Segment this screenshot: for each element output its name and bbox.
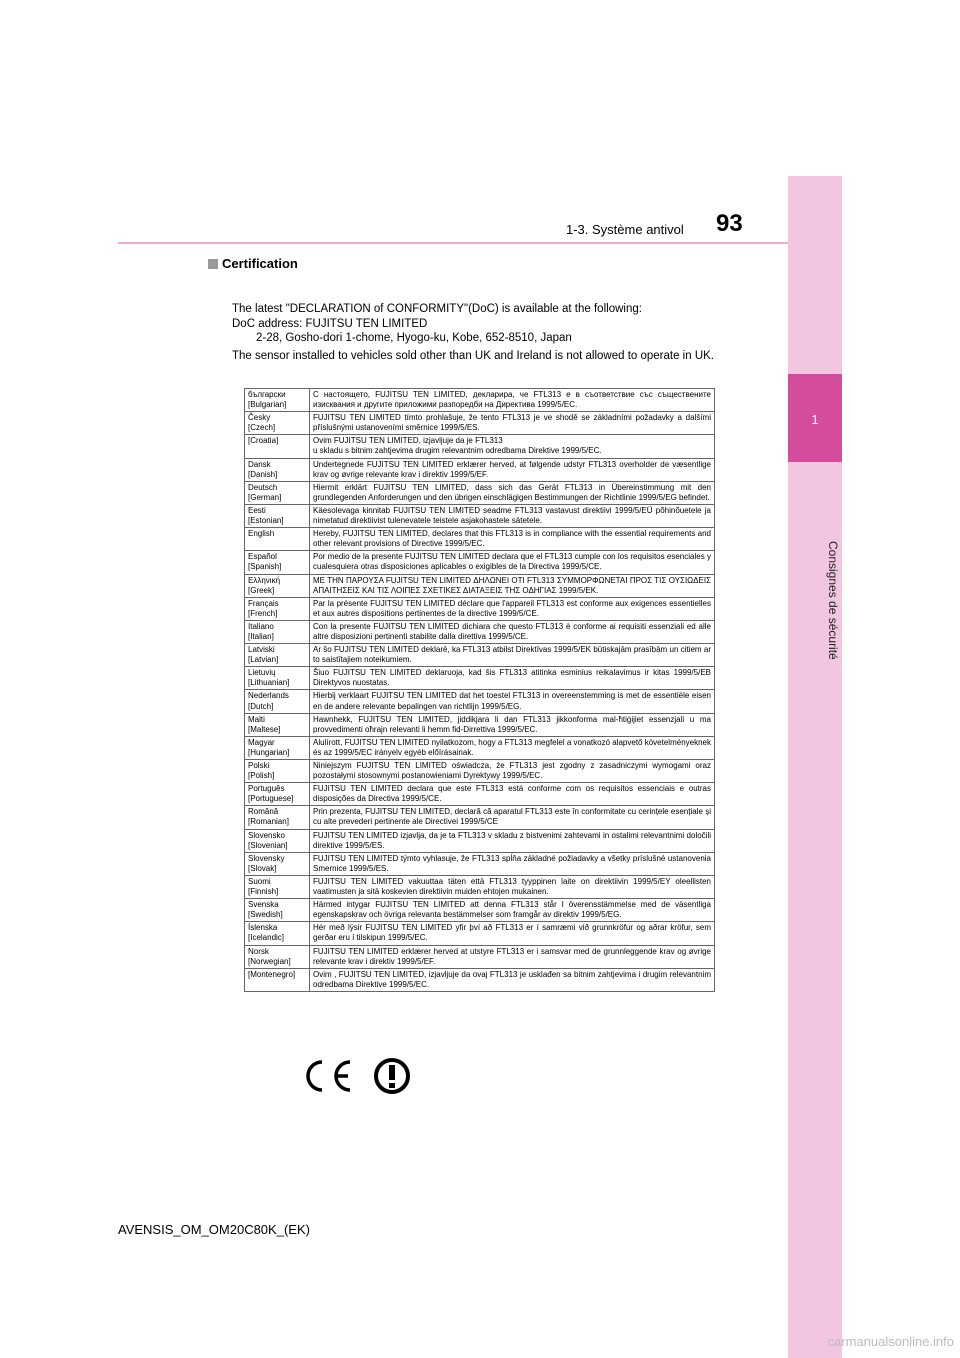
page-number: 93 (716, 210, 743, 237)
declaration-language: Magyar [Hungarian] (245, 736, 310, 759)
chapter-number: 1 (811, 412, 819, 427)
declaration-language: Suomi [Finnish] (245, 875, 310, 898)
declaration-row (245, 736, 715, 759)
intro-line: DoC address: FUJITSU TEN LIMITED (232, 317, 428, 330)
declaration-text: ΜΕ ΤΗΝ ΠΑΡΟΥΣΑ FUJITSU TEN LIMITED ΔΗΛΩΝΕΙ ΟΤΙ FTL313 ΣΥΜΜΟΡΦΩΝΕΤΑΙ ΠΡΟΣ ΤΙΣ ΟΥΣΙΩΔΕΙΣ ΑΠΑΙΤΗΣΕΙΣ ΚΑΙ ΤΙΣ ΛΟΙΠΕΣ ΣΧΕΤΙΚΕΣ ΔΙΑΤΑΞΕΙΣ ΤΗΣ ΟΔΗΓΙΑΣ 1999/5/ΕΚ. (310, 574, 715, 597)
declaration-language: Español [Spanish] (245, 551, 310, 574)
declaration-row (245, 690, 715, 713)
declaration-row (245, 667, 715, 690)
declaration-text: Käesolevaga kinnitab FUJITSU TEN LIMITED seadme FTL313 vastavust direktiivi 1999/5/EÜ põhinõuetele ja nimetatud direktiivist tulenevatele teistele asjakohastele sätetele. (310, 504, 715, 527)
footer-code: AVENSIS_OM_OM20C80K_(EK) (118, 1222, 310, 1237)
chapter-sidebar (788, 176, 842, 1358)
declaration-language: Íslenska [Icelandic] (245, 922, 310, 945)
uk-notice: The sensor installed to vehicles sold other than UK and Ireland is not allowed to operate in UK. (232, 350, 715, 362)
declaration-language: [Croatia] (245, 435, 310, 458)
header-rule (118, 242, 788, 244)
declaration-text: Ar šo FUJITSU TEN LIMITED deklarē, ka FTL313 atbilst Direktīvas 1999/5/EK būtiskajām prasībām un citiem ar to saistītajiem noteikumiem. (310, 644, 715, 667)
declaration-text: Prin prezenta, FUJITSU TEN LIMITED, declară că aparatul FTL313 este în conformitate cu cerințele esențiale și cu alte prevederi pertinente ale Directivei 1999/5/CE (310, 806, 715, 829)
declaration-row (245, 574, 715, 597)
watermark: carmanualsonline.info (827, 1334, 954, 1349)
declaration-row (245, 597, 715, 620)
declaration-row (245, 922, 715, 945)
declaration-row (245, 899, 715, 922)
declaration-row (245, 435, 715, 458)
declaration-row (245, 504, 715, 527)
declaration-language: Slovensko [Slovenian] (245, 829, 310, 852)
declaration-text: Hawnhekk, FUJITSU TEN LIMITED, jiddikjara li dan FTL313 jikkonforma mal-ħtiġijiet essenzjali u ma provvedimenti oħrajn relevanti li hemm fid-Dirrettiva 1999/5/EC. (310, 713, 715, 736)
declaration-text: FUJITSU TEN LIMITED tímto prohlašuje, že tento FTL313 je ve shodě se základními požadavky a dalšími příslušnými ustanoveními směrnice 1999/5/ES. (310, 412, 715, 435)
declaration-row (245, 783, 715, 806)
declaration-text: FUJITSU TEN LIMITED erklærer herved at utstyre FTL313 er i samsvar med de grunnleggende krav og øvrige relevante krav i direktiv 1999/5/EF. (310, 945, 715, 968)
declaration-language: Latviski [Latvian] (245, 644, 310, 667)
declaration-text: Alulírott, FUJITSU TEN LIMITED nyilatkozom, hogy a FTL313 megfelel a vonatkozó alapvető követelményeknek és az 1999/5/EC irányelv egyéb előírásainak. (310, 736, 715, 759)
certification-marks (298, 1056, 412, 1096)
declaration-language: Slovensky [Slovak] (245, 852, 310, 875)
declaration-text: FUJITSU TEN LIMITED declara que este FTL313 está conforme com os requisitos essenciais e outras disposições da Directiva 1999/5/CE. (310, 783, 715, 806)
heading-text: Certification (222, 256, 298, 271)
declaration-row (245, 389, 715, 412)
declaration-table (244, 388, 715, 992)
intro-address: 2-28, Gosho-dori 1-chome, Hyogo-ku, Kobe, 652-8510, Japan (256, 332, 572, 344)
square-bullet-icon (208, 259, 218, 269)
declaration-row (245, 551, 715, 574)
declaration-language: Ελληνική [Greek] (245, 574, 310, 597)
declaration-row (245, 829, 715, 852)
declaration-text: Šiuo FUJITSU TEN LIMITED deklaruoja, kad šis FTL313 atitinka esminius reikalavimus ir kitas 1999/5/EB Direktyvos nuostatas. (310, 667, 715, 690)
declaration-row (245, 481, 715, 504)
declaration-row (245, 412, 715, 435)
alert-mark-icon (372, 1056, 412, 1096)
declaration-row (245, 968, 715, 991)
declaration-language: Svenska [Swedish] (245, 899, 310, 922)
declaration-row (245, 760, 715, 783)
declaration-row (245, 713, 715, 736)
declaration-text: Par la présente FUJITSU TEN LIMITED déclare que l'appareil FTL313 est conforme aux exigences essentielles et aux autres dispositions pertinentes de la directive 1999/5/CE. (310, 597, 715, 620)
declaration-text: Härmed intygar FUJITSU TEN LIMITED att denna FTL313 står I överensstämmelse med de väsentliga egenskapskrav och övriga relevanta bestämmelser som framgår av direktiv 1999/5/EG. (310, 899, 715, 922)
declaration-language: English (245, 528, 310, 551)
declaration-language: Lietuvių [Lithuanian] (245, 667, 310, 690)
intro-line: The latest "DECLARATION of CONFORMITY"(DoC) is available at the following: (232, 303, 642, 315)
declaration-row (245, 528, 715, 551)
declaration-text: FUJITSU TEN LIMITED týmto vyhlasuje, že FTL313 spĺňa základné požiadavky a všetky príslušné ustanovenia Smernice 1999/5/ES. (310, 852, 715, 875)
declaration-text: Hierbij verklaart FUJITSU TEN LIMITED dat het toestel FTL313 in overeenstemming is met de essentiële eisen en de andere relevante bepalingen van richtlijn 1999/5/EG. (310, 690, 715, 713)
ce-mark-icon (298, 1056, 356, 1096)
declaration-text: FUJITSU TEN LIMITED izjavlja, da je ta FTL313 v skladu z bistvenimi zahtevami in ostalimi relevantnimi določili direktive 1999/5/ES. (310, 829, 715, 852)
declaration-language: Italiano [Italian] (245, 620, 310, 643)
chapter-title: Consignes de sécurité (826, 540, 840, 660)
declaration-row (245, 620, 715, 643)
declaration-language: Eesti [Estonian] (245, 504, 310, 527)
declaration-language: Português [Portuguese] (245, 783, 310, 806)
declaration-language: Dansk [Danish] (245, 458, 310, 481)
declaration-text: Ovim FUJITSU TEN LIMITED, izjavljuje da je FTL313 u skladu s bitnim zahtjevima drugim relevantnim odredbama Direktive 1999/5/EC. (310, 435, 715, 458)
doc-intro (232, 302, 642, 346)
declaration-language: Malti [Maltese] (245, 713, 310, 736)
declaration-language: Norsk [Norwegian] (245, 945, 310, 968)
declaration-language: Français [French] (245, 597, 310, 620)
section-title: 1-3. Système antivol (566, 222, 684, 237)
declaration-row (245, 852, 715, 875)
declaration-text: Hiermit erklärt FUJITSU TEN LIMITED, dass sich das Gerät FTL313 in Übereinstimmung mit den grundlegenden Anforderungen und den übrigen einschlägigen Bestimmungen der Richtlinie 1999/5/EG befindet. (310, 481, 715, 504)
declaration-text: Con la presente FUJITSU TEN LIMITED dichiara che questo FTL313 è conforme ai requisiti essenziali ed alle altre disposizioni pertinenti stabilite dalla direttiva 1999/5/CE. (310, 620, 715, 643)
declaration-row (245, 458, 715, 481)
declaration-text: С настоящето, FUJITSU TEN LIMITED, декларира, че FTL313 е в съответствие със съществените изисквания и другите приложими разпоредби на Директива 1999/5/ЕС. (310, 389, 715, 412)
declaration-text: FUJITSU TEN LIMITED vakuuttaa täten että FTL313 tyyppinen laite on direktiivin 1999/5/EY oleellisten vaatimusten ja sitä koskevien direktiivin muiden ehtojen mukainen. (310, 875, 715, 898)
declaration-row (245, 875, 715, 898)
declaration-text: Hereby, FUJITSU TEN LIMITED, declares that this FTL313 is in compliance with the essential requirements and other relevant provisions of Directive 1999/5/EC. (310, 528, 715, 551)
declaration-language: български [Bulgarian] (245, 389, 310, 412)
declaration-row (245, 644, 715, 667)
declaration-row (245, 806, 715, 829)
declaration-language: [Montenegro] (245, 968, 310, 991)
declaration-text: Hér með lýsir FUJITSU TEN LIMITED yfir því að FTL313 er í samræmi við grunnkröfur og aðrar kröfur, sem gerðar eru í tilskipun 1999/5/EC. (310, 922, 715, 945)
declaration-text: Undertegnede FUJITSU TEN LIMITED erklærer herved, at følgende udstyr FTL313 overholder de væsentlige krav og øvrige relevante krav i direktiv 1999/5/EF. (310, 458, 715, 481)
declaration-language: Nederlands [Dutch] (245, 690, 310, 713)
declaration-language: Česky [Czech] (245, 412, 310, 435)
declaration-text: Por medio de la presente FUJITSU TEN LIMITED declara que el FTL313 cumple con los requisitos esenciales y cualesquiera otras disposiciones aplicables o exigibles de la Directiva 1999/5/CE. (310, 551, 715, 574)
declaration-text: Ovim , FUJITSU TEN LIMITED, izjavljuje da ovaj FTL313 je usklađen sa bitnim zahtjevima i drugim relevantnim odredbama Direktive 1999/5/EC. (310, 968, 715, 991)
declaration-row (245, 945, 715, 968)
declaration-language: Română [Romanian] (245, 806, 310, 829)
declaration-language: Deutsch [German] (245, 481, 310, 504)
declaration-language: Polski [Polish] (245, 760, 310, 783)
declaration-text: Niniejszym FUJITSU TEN LIMITED oświadcza, że FTL313 jest zgodny z zasadniczymi wymogami oraz pozostałymi stosownymi postanowieniami Dyrektywy 1999/5/EC. (310, 760, 715, 783)
certification-heading (208, 256, 298, 271)
